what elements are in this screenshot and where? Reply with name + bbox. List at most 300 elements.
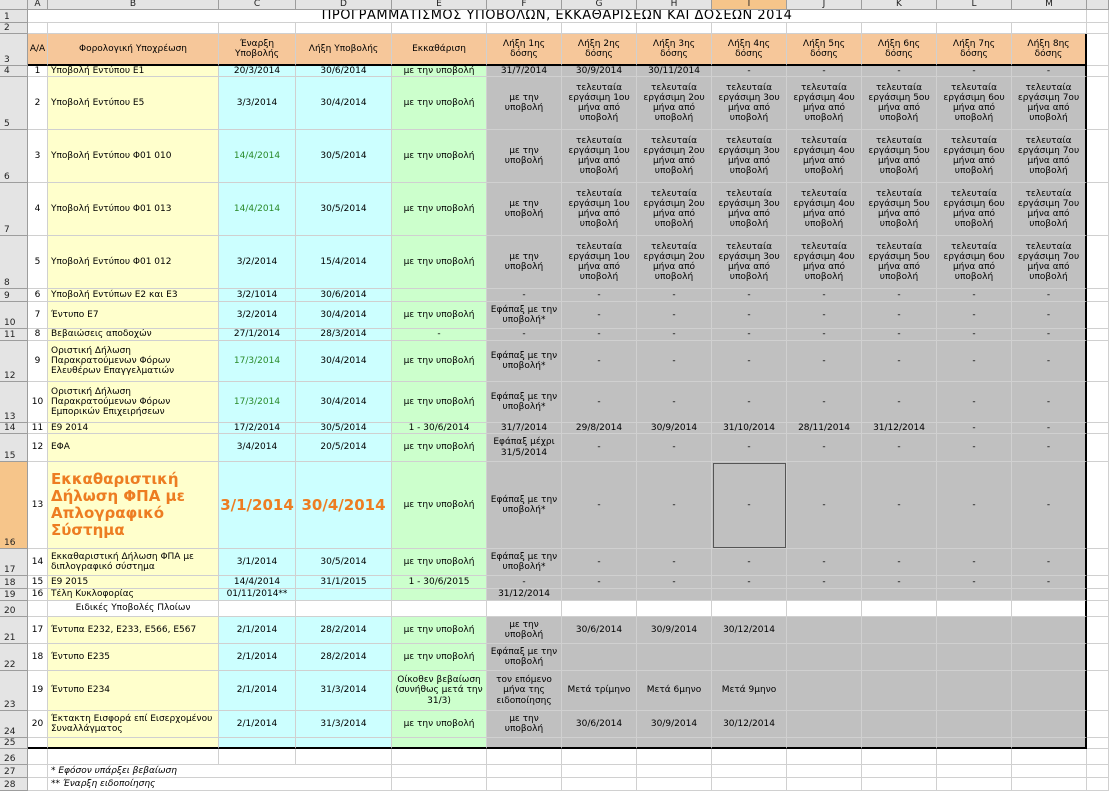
installment-cell[interactable]: - — [1012, 382, 1087, 423]
installment-cell[interactable]: τελευταία εργάσιμη 7ου μήνα από υποβολή — [1012, 236, 1087, 289]
empty-cell[interactable] — [1087, 434, 1109, 462]
empty-cell[interactable] — [862, 765, 937, 778]
installment-cell[interactable]: - — [712, 66, 787, 77]
installment-cell[interactable]: με την υποβολή — [487, 711, 562, 738]
installment-cell[interactable] — [787, 601, 862, 617]
installment-cell[interactable]: - — [1012, 462, 1087, 549]
obligation-cell[interactable]: Εκκαθαριστική Δήλωση ΦΠΑ με Απλογραφικό Σύστημα — [48, 462, 219, 549]
installment-cell[interactable]: - — [862, 576, 937, 589]
start-date-cell[interactable]: 3/2/1014 — [219, 289, 296, 302]
end-date-cell[interactable] — [296, 601, 392, 617]
empty-cell[interactable] — [862, 778, 937, 791]
installment-cell[interactable]: 30/11/2014 — [637, 66, 712, 77]
installment-cell[interactable]: - — [862, 341, 937, 382]
column-header-a[interactable]: A — [28, 0, 48, 10]
installment-cell[interactable]: - — [637, 302, 712, 329]
empty-cell[interactable] — [28, 738, 48, 749]
installment-cell[interactable]: 30/9/2014 — [637, 617, 712, 644]
row-header-8[interactable]: 8 — [0, 236, 28, 289]
obligation-cell[interactable]: Ε9 2014 — [48, 423, 219, 434]
settlement-cell[interactable]: με την υποβολή — [392, 130, 487, 183]
empty-cell[interactable] — [1087, 749, 1109, 765]
installment-cell[interactable]: 30/9/2014 — [637, 423, 712, 434]
empty-cell[interactable] — [637, 738, 712, 749]
obligation-cell[interactable]: Υποβολή Εντύπου Φ01 012 — [48, 236, 219, 289]
installment-cell[interactable]: - — [937, 66, 1012, 77]
obligation-cell[interactable]: Έντυπο Ε7 — [48, 302, 219, 329]
header-cell[interactable]: Έναρξη Υποβολής — [219, 34, 296, 66]
empty-cell[interactable] — [487, 738, 562, 749]
installment-cell[interactable]: τελευταία εργάσιμη 3ου μήνα από υποβολή — [712, 130, 787, 183]
installment-cell[interactable] — [862, 671, 937, 711]
end-date-cell[interactable]: 28/2/2014 — [296, 644, 392, 671]
installment-cell[interactable]: τελευταία εργάσιμη 1ου μήνα από υποβολή — [562, 183, 637, 236]
empty-cell[interactable] — [712, 749, 787, 765]
end-date-cell[interactable]: 30/5/2014 — [296, 130, 392, 183]
installment-cell[interactable] — [712, 589, 787, 601]
end-date-cell[interactable]: 30/5/2014 — [296, 183, 392, 236]
empty-cell[interactable] — [787, 778, 862, 791]
empty-cell[interactable] — [1012, 738, 1087, 749]
aa-cell[interactable]: 3 — [28, 130, 48, 183]
installment-cell[interactable]: - — [712, 329, 787, 341]
aa-cell[interactable]: 18 — [28, 644, 48, 671]
row-header-15[interactable]: 15 — [0, 434, 28, 462]
settlement-cell[interactable]: με την υποβολή — [392, 549, 487, 576]
installment-cell[interactable]: - — [787, 462, 862, 549]
installment-cell[interactable] — [562, 601, 637, 617]
aa-cell[interactable]: 11 — [28, 423, 48, 434]
installment-cell[interactable]: 31/12/2014 — [862, 423, 937, 434]
empty-cell[interactable] — [1087, 236, 1109, 289]
empty-cell[interactable] — [1012, 749, 1087, 765]
installment-cell[interactable]: - — [787, 289, 862, 302]
installment-cell[interactable]: Εφάπαξ με την υποβολή — [487, 644, 562, 671]
row-header-17[interactable]: 17 — [0, 549, 28, 576]
installment-cell[interactable] — [1012, 644, 1087, 671]
empty-cell[interactable] — [296, 749, 392, 765]
installment-cell[interactable]: - — [712, 576, 787, 589]
installment-cell[interactable]: τελευταία εργάσιμη 2ου μήνα από υποβολή — [637, 236, 712, 289]
installment-cell[interactable]: - — [1012, 329, 1087, 341]
start-date-cell[interactable]: 17/3/2014 — [219, 382, 296, 423]
empty-cell[interactable] — [1087, 423, 1109, 434]
installment-cell[interactable]: με την υποβολή — [487, 130, 562, 183]
installment-cell[interactable]: - — [1012, 289, 1087, 302]
installment-cell[interactable] — [862, 644, 937, 671]
installment-cell[interactable] — [1012, 671, 1087, 711]
installment-cell[interactable]: τελευταία εργάσιμη 4ου μήνα από υποβολή — [787, 130, 862, 183]
installment-cell[interactable]: - — [1012, 302, 1087, 329]
installment-cell[interactable] — [787, 644, 862, 671]
header-cell[interactable]: Λήξη Υποβολής — [296, 34, 392, 66]
empty-cell[interactable] — [1087, 617, 1109, 644]
empty-cell[interactable] — [392, 23, 487, 34]
installment-cell[interactable]: - — [712, 462, 787, 549]
installment-cell[interactable]: τελευταία εργάσιμη 4ου μήνα από υποβολή — [787, 77, 862, 130]
installment-cell[interactable]: - — [862, 382, 937, 423]
empty-cell[interactable] — [1087, 601, 1109, 617]
empty-cell[interactable] — [1087, 462, 1109, 549]
installment-cell[interactable]: τελευταία εργάσιμη 6ου μήνα από υποβολή — [937, 183, 1012, 236]
empty-cell[interactable] — [862, 23, 937, 34]
settlement-cell[interactable] — [392, 589, 487, 601]
installment-cell[interactable]: - — [562, 434, 637, 462]
installment-cell[interactable]: - — [937, 341, 1012, 382]
installment-cell[interactable]: τελευταία εργάσιμη 6ου μήνα από υποβολή — [937, 130, 1012, 183]
installment-cell[interactable]: - — [712, 382, 787, 423]
row-header-27[interactable]: 27 — [0, 765, 28, 778]
settlement-cell[interactable]: με την υποβολή — [392, 711, 487, 738]
start-date-cell[interactable]: 14/4/2014 — [219, 183, 296, 236]
empty-cell[interactable] — [48, 749, 219, 765]
empty-cell[interactable] — [562, 738, 637, 749]
end-date-cell[interactable]: 30/4/2014 — [296, 462, 392, 549]
installment-cell[interactable]: τελευταία εργάσιμη 1ου μήνα από υποβολή — [562, 236, 637, 289]
row-header-23[interactable]: 23 — [0, 671, 28, 711]
installment-cell[interactable]: - — [1012, 66, 1087, 77]
installment-cell[interactable]: τελευταία εργάσιμη 5ου μήνα από υποβολή — [862, 130, 937, 183]
row-header-9[interactable]: 9 — [0, 289, 28, 302]
empty-cell[interactable] — [1087, 778, 1109, 791]
installment-cell[interactable]: Εφάπαξ με την υποβολή* — [487, 341, 562, 382]
empty-cell[interactable] — [392, 738, 487, 749]
empty-cell[interactable] — [1087, 589, 1109, 601]
installment-cell[interactable]: 31/7/2014 — [487, 423, 562, 434]
obligation-cell[interactable]: Υποβολή Εντύπου Φ01 010 — [48, 130, 219, 183]
installment-cell[interactable]: - — [937, 576, 1012, 589]
start-date-cell[interactable]: 27/1/2014 — [219, 329, 296, 341]
empty-cell[interactable] — [392, 749, 487, 765]
installment-cell[interactable]: - — [562, 549, 637, 576]
installment-cell[interactable]: τελευταία εργάσιμη 3ου μήνα από υποβολή — [712, 236, 787, 289]
start-date-cell[interactable]: 3/1/2014 — [219, 549, 296, 576]
start-date-cell[interactable]: 01/11/2014** — [219, 589, 296, 601]
installment-cell[interactable] — [937, 601, 1012, 617]
start-date-cell[interactable]: 2/1/2014 — [219, 644, 296, 671]
obligation-cell[interactable]: Εκκαθαριστική Δήλωση ΦΠΑ με διπλογραφικό σύστημα — [48, 549, 219, 576]
empty-cell[interactable] — [487, 749, 562, 765]
installment-cell[interactable]: τελευταία εργάσιμη 3ου μήνα από υποβολή — [712, 77, 787, 130]
start-date-cell[interactable]: 17/2/2014 — [219, 423, 296, 434]
empty-cell[interactable] — [1087, 738, 1109, 749]
aa-cell[interactable]: 7 — [28, 302, 48, 329]
settlement-cell[interactable]: με την υποβολή — [392, 434, 487, 462]
empty-cell[interactable] — [937, 749, 1012, 765]
empty-cell[interactable] — [1012, 765, 1087, 778]
empty-cell[interactable] — [28, 765, 48, 778]
row-header-10[interactable]: 10 — [0, 302, 28, 329]
start-date-cell[interactable]: 14/4/2014 — [219, 130, 296, 183]
row-header-11[interactable]: 11 — [0, 329, 28, 341]
start-date-cell[interactable]: 3/2/2014 — [219, 302, 296, 329]
installment-cell[interactable]: τον επόμενο μήνα της ειδοποίησης — [487, 671, 562, 711]
installment-cell[interactable]: - — [862, 329, 937, 341]
aa-cell[interactable]: 4 — [28, 183, 48, 236]
aa-cell[interactable] — [28, 601, 48, 617]
empty-cell[interactable] — [1087, 302, 1109, 329]
settlement-cell[interactable]: με την υποβολή — [392, 66, 487, 77]
row-header-14[interactable]: 14 — [0, 423, 28, 434]
installment-cell[interactable]: - — [712, 341, 787, 382]
installment-cell[interactable]: - — [937, 549, 1012, 576]
empty-cell[interactable] — [562, 749, 637, 765]
row-header-12[interactable]: 12 — [0, 341, 28, 382]
header-cell[interactable]: Εκκαθάριση — [392, 34, 487, 66]
row-header-25[interactable]: 25 — [0, 738, 28, 749]
installment-cell[interactable]: - — [862, 289, 937, 302]
settlement-cell[interactable]: 1 - 30/6/2014 — [392, 423, 487, 434]
empty-cell[interactable] — [562, 765, 637, 778]
aa-cell[interactable]: 17 — [28, 617, 48, 644]
installment-cell[interactable]: - — [637, 462, 712, 549]
empty-cell[interactable] — [937, 778, 1012, 791]
installment-cell[interactable]: - — [712, 549, 787, 576]
select-all-corner[interactable] — [0, 0, 28, 10]
installment-cell[interactable] — [862, 711, 937, 738]
installment-cell[interactable] — [1012, 617, 1087, 644]
empty-cell[interactable] — [392, 778, 487, 791]
installment-cell[interactable] — [787, 671, 862, 711]
obligation-cell[interactable]: Υποβολή Εντύπου Ε1 — [48, 66, 219, 77]
installment-cell[interactable]: τελευταία εργάσιμη 7ου μήνα από υποβολή — [1012, 183, 1087, 236]
installment-cell[interactable]: - — [862, 66, 937, 77]
installment-cell[interactable]: - — [637, 341, 712, 382]
installment-cell[interactable]: - — [787, 576, 862, 589]
end-date-cell[interactable]: 30/4/2014 — [296, 77, 392, 130]
empty-cell[interactable] — [296, 23, 392, 34]
empty-cell[interactable] — [1087, 23, 1109, 34]
installment-cell[interactable]: τελευταία εργάσιμη 6ου μήνα από υποβολή — [937, 77, 1012, 130]
end-date-cell[interactable]: 15/4/2014 — [296, 236, 392, 289]
installment-cell[interactable]: - — [712, 289, 787, 302]
start-date-cell[interactable]: 2/1/2014 — [219, 711, 296, 738]
empty-cell[interactable] — [28, 778, 48, 791]
installment-cell[interactable]: Εφάπαξ με την υποβολή* — [487, 382, 562, 423]
obligation-cell[interactable]: Υποβολή Εντύπων Ε2 και Ε3 — [48, 289, 219, 302]
empty-cell[interactable] — [28, 23, 48, 34]
aa-cell[interactable]: 9 — [28, 341, 48, 382]
installment-cell[interactable]: 31/10/2014 — [712, 423, 787, 434]
obligation-cell[interactable]: Υποβολή Εντύπου Φ01 013 — [48, 183, 219, 236]
installment-cell[interactable]: - — [637, 576, 712, 589]
empty-cell[interactable] — [637, 23, 712, 34]
installment-cell[interactable]: Μετά τρίμηνο — [562, 671, 637, 711]
installment-cell[interactable]: - — [487, 576, 562, 589]
installment-cell[interactable]: τελευταία εργάσιμη 2ου μήνα από υποβολή — [637, 130, 712, 183]
empty-cell[interactable] — [28, 749, 48, 765]
installment-cell[interactable] — [862, 601, 937, 617]
empty-cell[interactable] — [1087, 77, 1109, 130]
column-header-e[interactable]: E — [392, 0, 487, 10]
installment-cell[interactable]: - — [487, 329, 562, 341]
settlement-cell[interactable]: με την υποβολή — [392, 77, 487, 130]
installment-cell[interactable]: - — [637, 549, 712, 576]
installment-cell[interactable]: 31/7/2014 — [487, 66, 562, 77]
aa-cell[interactable]: 5 — [28, 236, 48, 289]
installment-cell[interactable]: - — [787, 549, 862, 576]
empty-cell[interactable] — [1087, 10, 1109, 23]
installment-cell[interactable]: - — [1012, 576, 1087, 589]
empty-cell[interactable] — [1087, 34, 1109, 66]
row-header-2[interactable]: 2 — [0, 23, 28, 34]
end-date-cell[interactable]: 30/5/2014 — [296, 423, 392, 434]
installment-cell[interactable]: 28/11/2014 — [787, 423, 862, 434]
installment-cell[interactable] — [1012, 601, 1087, 617]
empty-cell[interactable] — [219, 749, 296, 765]
empty-cell[interactable] — [1087, 644, 1109, 671]
row-header-28[interactable]: 28 — [0, 778, 28, 791]
empty-cell[interactable] — [219, 23, 296, 34]
empty-cell[interactable] — [712, 738, 787, 749]
column-header-g[interactable]: G — [562, 0, 637, 10]
row-header-26[interactable]: 26 — [0, 749, 28, 765]
installment-cell[interactable]: με την υποβολή — [487, 617, 562, 644]
column-header-l[interactable]: L — [937, 0, 1012, 10]
settlement-cell[interactable]: - — [392, 329, 487, 341]
installment-cell[interactable]: - — [712, 302, 787, 329]
installment-cell[interactable]: τελευταία εργάσιμη 5ου μήνα από υποβολή — [862, 236, 937, 289]
empty-cell[interactable] — [1087, 66, 1109, 77]
end-date-cell[interactable]: 30/4/2014 — [296, 382, 392, 423]
settlement-cell[interactable]: με την υποβολή — [392, 462, 487, 549]
empty-cell[interactable] — [487, 23, 562, 34]
installment-cell[interactable]: - — [787, 434, 862, 462]
end-date-cell[interactable]: 30/5/2014 — [296, 549, 392, 576]
installment-cell[interactable]: Μετά 9μηνο — [712, 671, 787, 711]
installment-cell[interactable]: τελευταία εργάσιμη 7ου μήνα από υποβολή — [1012, 130, 1087, 183]
installment-cell[interactable]: Εφάπαξ με την υποβολή* — [487, 302, 562, 329]
row-header-6[interactable]: 6 — [0, 130, 28, 183]
empty-cell[interactable] — [219, 738, 296, 749]
installment-cell[interactable] — [712, 601, 787, 617]
settlement-cell[interactable]: Οίκοθεν βεβαίωση (συνήθως μετά την 31/3) — [392, 671, 487, 711]
installment-cell[interactable] — [562, 589, 637, 601]
end-date-cell[interactable]: 20/5/2014 — [296, 434, 392, 462]
header-cell[interactable]: Λήξη 6ης δόσης — [862, 34, 937, 66]
installment-cell[interactable]: με την υποβολή — [487, 236, 562, 289]
row-header-13[interactable]: 13 — [0, 382, 28, 423]
installment-cell[interactable]: - — [562, 289, 637, 302]
installment-cell[interactable]: - — [787, 382, 862, 423]
column-header-k[interactable]: K — [862, 0, 937, 10]
column-header-c[interactable]: C — [219, 0, 296, 10]
empty-cell[interactable] — [862, 749, 937, 765]
row-header-5[interactable]: 5 — [0, 77, 28, 130]
start-date-cell[interactable]: 17/3/2014 — [219, 341, 296, 382]
installment-cell[interactable]: 30/9/2014 — [637, 711, 712, 738]
empty-cell[interactable] — [1087, 341, 1109, 382]
installment-cell[interactable]: - — [562, 329, 637, 341]
settlement-cell[interactable]: με την υποβολή — [392, 183, 487, 236]
empty-cell[interactable] — [712, 23, 787, 34]
end-date-cell[interactable]: 28/2/2014 — [296, 617, 392, 644]
obligation-cell[interactable]: ΕΦΑ — [48, 434, 219, 462]
empty-cell[interactable] — [48, 738, 219, 749]
empty-cell[interactable] — [862, 738, 937, 749]
installment-cell[interactable]: - — [637, 329, 712, 341]
installment-cell[interactable]: Εφάπαξ μέχρι 31/5/2014 — [487, 434, 562, 462]
settlement-cell[interactable] — [392, 289, 487, 302]
end-date-cell[interactable]: 31/3/2014 — [296, 711, 392, 738]
header-cell[interactable]: Φορολογική Υποχρέωση — [48, 34, 219, 66]
installment-cell[interactable] — [937, 644, 1012, 671]
installment-cell[interactable] — [787, 589, 862, 601]
aa-cell[interactable]: 20 — [28, 711, 48, 738]
empty-cell[interactable] — [1087, 711, 1109, 738]
installment-cell[interactable]: 29/8/2014 — [562, 423, 637, 434]
settlement-cell[interactable]: με την υποβολή — [392, 236, 487, 289]
column-header-f[interactable]: F — [487, 0, 562, 10]
installment-cell[interactable] — [1012, 589, 1087, 601]
end-date-cell[interactable]: 30/4/2014 — [296, 302, 392, 329]
empty-cell[interactable] — [1087, 576, 1109, 589]
row-header-20[interactable]: 20 — [0, 601, 28, 617]
installment-cell[interactable]: τελευταία εργάσιμη 7ου μήνα από υποβολή — [1012, 77, 1087, 130]
empty-cell[interactable] — [787, 749, 862, 765]
aa-cell[interactable]: 2 — [28, 77, 48, 130]
obligation-cell[interactable]: Ε9 2015 — [48, 576, 219, 589]
installment-cell[interactable]: - — [562, 302, 637, 329]
installment-cell[interactable]: - — [937, 289, 1012, 302]
installment-cell[interactable]: - — [637, 289, 712, 302]
installment-cell[interactable]: - — [787, 329, 862, 341]
column-header-h[interactable]: H — [637, 0, 712, 10]
installment-cell[interactable]: Εφάπαξ με την υποβολή* — [487, 549, 562, 576]
installment-cell[interactable]: - — [487, 289, 562, 302]
installment-cell[interactable]: - — [787, 302, 862, 329]
settlement-cell[interactable]: 1 - 30/6/2015 — [392, 576, 487, 589]
aa-cell[interactable]: 6 — [28, 289, 48, 302]
header-cell[interactable]: Λήξη 2ης δόσης — [562, 34, 637, 66]
start-date-cell[interactable]: 2/1/2014 — [219, 617, 296, 644]
installment-cell[interactable] — [637, 589, 712, 601]
aa-cell[interactable]: 14 — [28, 549, 48, 576]
empty-cell[interactable] — [637, 749, 712, 765]
header-cell[interactable]: Λήξη 5ης δόσης — [787, 34, 862, 66]
installment-cell[interactable]: - — [937, 462, 1012, 549]
installment-cell[interactable] — [562, 644, 637, 671]
empty-cell[interactable] — [787, 738, 862, 749]
installment-cell[interactable]: τελευταία εργάσιμη 1ου μήνα από υποβολή — [562, 130, 637, 183]
installment-cell[interactable] — [937, 617, 1012, 644]
start-date-cell[interactable]: 3/2/2014 — [219, 236, 296, 289]
header-cell[interactable]: Λήξη 8ης δόσης — [1012, 34, 1087, 66]
obligation-cell[interactable]: Οριστική Δήλωση Παρακρατούμενων Φόρων Ελευθέρων Επαγγελματιών — [48, 341, 219, 382]
installment-cell[interactable]: με την υποβολή — [487, 77, 562, 130]
obligation-cell[interactable]: Έκτακτη Εισφορά επί Εισερχομένου Συναλλάγματος — [48, 711, 219, 738]
installment-cell[interactable]: - — [637, 382, 712, 423]
start-date-cell[interactable]: 14/4/2014 — [219, 576, 296, 589]
end-date-cell[interactable]: 30/6/2014 — [296, 66, 392, 77]
row-header-7[interactable]: 7 — [0, 183, 28, 236]
header-cell[interactable]: Λήξη 7ης δόσης — [937, 34, 1012, 66]
aa-cell[interactable]: 12 — [28, 434, 48, 462]
settlement-cell[interactable]: με την υποβολή — [392, 382, 487, 423]
installment-cell[interactable]: τελευταία εργάσιμη 5ου μήνα από υποβολή — [862, 77, 937, 130]
empty-cell[interactable] — [1087, 382, 1109, 423]
installment-cell[interactable]: τελευταία εργάσιμη 4ου μήνα από υποβολή — [787, 236, 862, 289]
empty-cell[interactable] — [637, 778, 712, 791]
installment-cell[interactable]: τελευταία εργάσιμη 3ου μήνα από υποβολή — [712, 183, 787, 236]
column-header-j[interactable]: J — [787, 0, 862, 10]
installment-cell[interactable]: τελευταία εργάσιμη 5ου μήνα από υποβολή — [862, 183, 937, 236]
empty-cell[interactable] — [712, 765, 787, 778]
empty-cell[interactable] — [1087, 671, 1109, 711]
empty-cell[interactable] — [296, 738, 392, 749]
empty-cell[interactable] — [1012, 778, 1087, 791]
installment-cell[interactable]: - — [1012, 434, 1087, 462]
